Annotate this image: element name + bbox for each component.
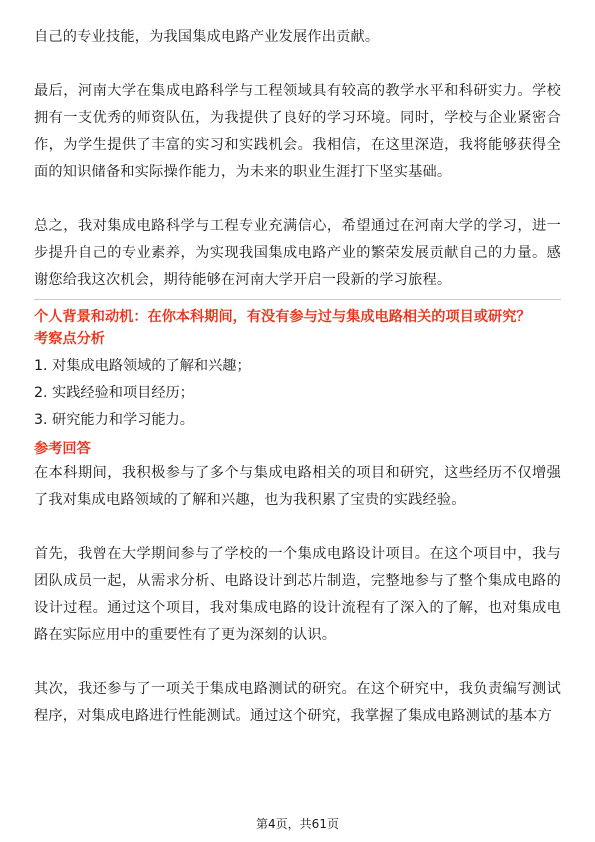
page-number: 第4页，共61页 xyxy=(256,817,339,831)
answer-heading: 参考回答 xyxy=(34,441,91,457)
answer-paragraph-2: 首先，我曾在大学期间参与了学校的一个集成电路设计项目。在这个项目中，我与团队成员一起，从需求分析、电路设计到芯片制造，完整地参与了整个集成电路的设计过程。通过这个项目，我对集成电路的设计流程有了深入的了解，也对集成电路在实际应用中的重要性有了更为深刻的认识。 xyxy=(34,546,561,643)
intro-paragraph-2: 最后，河南大学在集成电路科学与工程领域具有较高的教学水平和科研实力。学校拥有一支优秀的师资队伍，为我提供了良好的学习环境。同时，学校与企业紧密合作，为学生提供了丰富的实习和实践机会。我相信，在这里深造，我将能够获得全面的知识储备和实际操作能力，为未来的职业生涯打下坚实基础。 xyxy=(34,83,561,180)
analysis-point: 1. 对集成电路领域的了解和兴趣； xyxy=(34,358,251,374)
analysis-heading: 考察点分析 xyxy=(34,331,105,347)
intro-paragraph-1-tail: 自己的专业技能，为我国集成电路产业发展作出贡献。 xyxy=(34,29,380,45)
question-title: 个人背景和动机：在你本科期间，有没有参与过与集成电路相关的项目或研究？ xyxy=(34,309,531,325)
answer-paragraph-1: 在本科期间，我积极参与了多个与集成电路相关的项目和研究，这些经历不仅增强了我对集成电路领域的了解和兴趣，也为我积累了宝贵的实践经验。 xyxy=(34,465,561,508)
answer-paragraph-3: 其次，我还参与了一项关于集成电路测试的研究。在这个研究中，我负责编写测试程序，对集成电路进行性能测试。通过这个研究，我掌握了集成电路测试的基本方 xyxy=(34,681,561,724)
analysis-points xyxy=(34,353,561,434)
page-content xyxy=(34,24,561,730)
intro-paragraph-3: 总之，我对集成电路科学与工程专业充满信心，希望通过在河南大学的学习，进一步提升自己的专业素养，为实现我国集成电路产业的繁荣发展贡献自己的力量。感谢您给我这次机会，期待能够在河南大学开启一段新的学习旅程。 xyxy=(34,218,561,288)
section-divider xyxy=(34,299,561,300)
analysis-point: 2. 实践经验和项目经历； xyxy=(34,385,194,401)
analysis-point: 3. 研究能力和学习能力。 xyxy=(34,412,194,428)
